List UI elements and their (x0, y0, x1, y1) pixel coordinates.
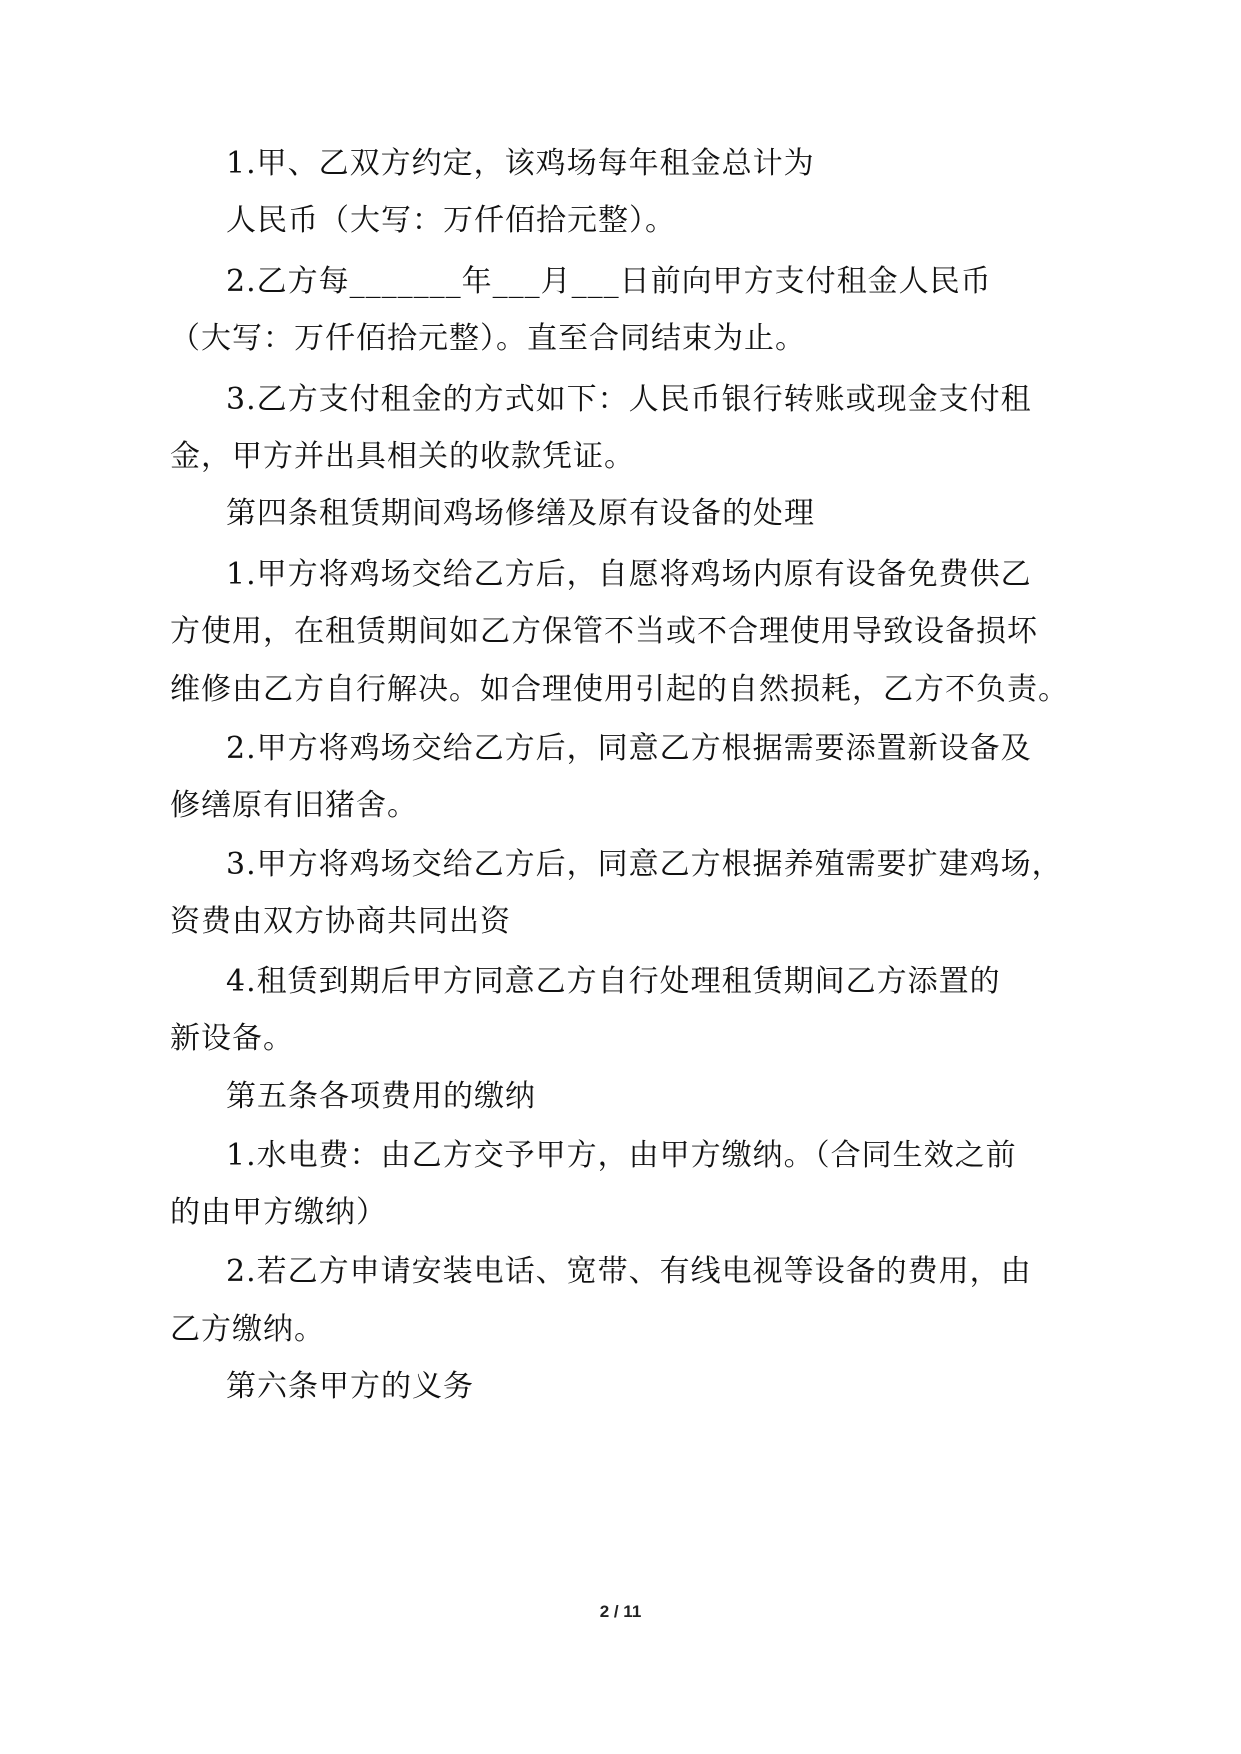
section-heading: 第六条甲方的义务 (226, 1369, 474, 1404)
paragraph-line: 1.水电费：由乙方交予甲方，由甲方缴纳。（合同生效之前 (226, 1138, 1017, 1173)
paragraph-line: 乙方缴纳。 (170, 1312, 325, 1347)
paragraph-line: 4.租赁到期后甲方同意乙方自行处理租赁期间乙方添置的 (226, 964, 1001, 999)
paragraph-line: （大写：万仟佰拾元整）。直至合同结束为止。 (170, 321, 806, 356)
paragraph-line: 方使用，在租赁期间如乙方保管不当或不合理使用导致设备损坏 (170, 614, 1038, 649)
paragraph-line: 2.若乙方申请安装电话、宽带、有线电视等设备的费用，由 (226, 1254, 1032, 1289)
paragraph-line: 1.甲方将鸡场交给乙方后，自愿将鸡场内原有设备免费供乙 (226, 557, 1032, 592)
paragraph-line: 3.甲方将鸡场交给乙方后，同意乙方根据养殖需要扩建鸡场， (226, 847, 1063, 882)
paragraph-line: 2.乙方每_______年___月___日前向甲方支付租金人民币 (226, 264, 992, 299)
paragraph-line: 人民币（大写：万仟佰拾元整）。 (226, 203, 676, 238)
paragraph-line: 金，甲方并出具相关的收款凭证。 (170, 439, 635, 474)
paragraph-line: 1.甲、乙双方约定，该鸡场每年租金总计为 (226, 146, 815, 181)
paragraph-line: 2.甲方将鸡场交给乙方后，同意乙方根据需要添置新设备及 (226, 731, 1032, 766)
page-number: 2 / 11 (599, 1602, 642, 1621)
paragraph-line: 资费由双方协商共同出资 (170, 904, 511, 939)
paragraph-line: 3.乙方支付租金的方式如下：人民币银行转账或现金支付租 (226, 382, 1032, 417)
section-heading: 第四条租赁期间鸡场修缮及原有设备的处理 (226, 496, 815, 531)
paragraph-line: 的由甲方缴纳） (170, 1195, 387, 1230)
paragraph-line: 维修由乙方自行解决。如合理使用引起的自然损耗，乙方不负责。 (170, 672, 1069, 707)
paragraph-line: 修缮原有旧猪舍。 (170, 788, 418, 823)
paragraph-line: 新设备。 (170, 1021, 294, 1056)
section-heading: 第五条各项费用的缴纳 (226, 1079, 536, 1114)
